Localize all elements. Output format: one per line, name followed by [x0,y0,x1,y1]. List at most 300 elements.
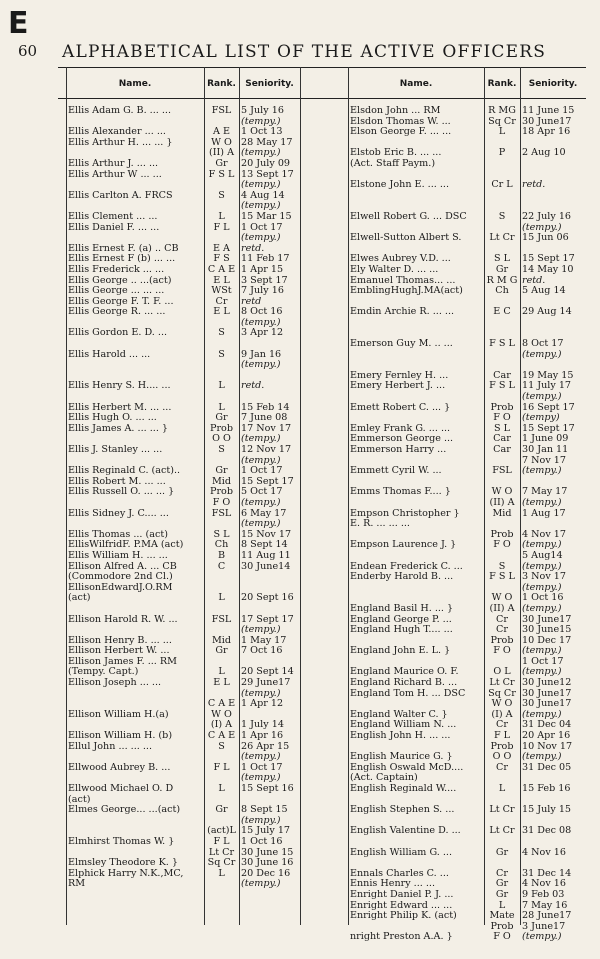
officer-seniority: 8 Sept 14 [241,539,288,551]
officer-name: Ellis Arthur H. ... ... } [68,136,173,148]
officer-name: Ellis Thomas ... (act) [68,528,168,540]
officer-seniority: (tempy.) [241,496,281,508]
officer-rank: FSL [492,465,512,477]
officer-seniority: 29 June17 [241,677,291,689]
officer-seniority: 4 Nov 16 [522,846,567,858]
officer-seniority: 7 Oct 16 [241,645,283,657]
officer-seniority: (tempy.) [522,496,562,508]
officer-name: England William N. ... [350,719,457,731]
officer-seniority: 1 Oct 17 [241,221,283,233]
officer-rank: F S L [208,168,235,180]
officer-name: English Oswald McD.... [350,761,464,773]
officer-name: (Commodore 2nd Cl.) [68,571,173,583]
section-letter: E [8,6,29,41]
officer-seniority: 15 Mar 15 [241,210,292,222]
officer-name: Ellis Gordon E. D. ... [68,327,168,339]
officer-row [350,159,586,170]
officer-name: Ellis George R. ... ... [68,306,166,318]
officer-name: English Reginald W.... [350,783,457,794]
officer-name: RM [68,878,86,890]
officer-row [68,445,300,456]
header-rule [58,98,586,99]
page-title: ALPHABETICAL LIST OF THE ACTIVE OFFICERS [62,42,547,62]
officer-seniority: 13 Sept 17 [241,168,294,180]
officer-seniority: 31 Dec 05 [522,761,572,773]
officer-rank: F O [493,539,511,551]
officer-name: Emms Thomas F.... } [350,486,451,498]
officer-seniority: 17 Nov 17 [241,422,292,434]
officer-rank: Gr [495,888,509,900]
officer-name: Elson George F. ... ... [350,126,452,138]
column-divider [300,67,301,925]
officer-rank: Lt Cr [489,677,515,689]
officer-row [350,890,586,901]
officer-rank: W O [211,708,232,720]
officer-rank: R M G [486,274,518,286]
officer-name: Emmerson George ... [350,433,454,445]
officer-seniority: 1 Aug 17 [522,507,566,519]
officer-rank: Cr [215,295,228,307]
officer-row [68,328,300,339]
officer-seniority: 1 Oct 17 [241,465,283,477]
officer-seniority: 5 Oct 17 [241,486,283,498]
officer-row [68,159,300,170]
officer-seniority: 28 May 17 [241,136,293,148]
officer-name: Emanuel Thomas... ... [350,274,456,286]
officer-seniority: 4 Nov 17 [522,528,567,540]
officer-rank: Cr [496,761,508,773]
officer-row [350,191,586,202]
officer-rank: S [218,327,225,339]
officer-rank: E L [213,306,230,318]
officer-rank: S [218,444,225,455]
officer-name: Elstob Eric B. ... ... [350,147,442,159]
officer-seniority: 30 June17 [522,115,572,127]
officer-name: Ellis James A. ... ... } [68,422,169,434]
officer-seniority: 15 Sept 17 [522,422,575,434]
officer-rank: Gr [215,645,228,657]
officer-row [68,498,300,509]
column-divider [348,67,349,925]
officer-name: Ellis Alexander ... ... [68,126,166,138]
officer-seniority: 30 June17 [522,613,572,625]
officer-seniority: (tempy.) [522,465,562,477]
officer-seniority: retd. [522,274,546,286]
officer-name: nright Preston A.A. } [350,931,453,943]
officer-name: Ellis Ernest F (b) ... ... [68,253,176,265]
officer-seniority: (tempy.) [241,687,281,699]
officer-row [68,381,300,392]
officer-name: Ellison James F. ... RM [68,655,177,667]
officer-seniority: 7 May 17 [522,486,568,498]
officer-seniority: 6 May 17 [241,507,287,519]
officer-rank: (II) A [208,147,235,159]
officer-name: Enderby Harold B. ... [350,571,454,583]
officer-rank: F S L [489,380,515,392]
officer-rank: L [218,210,225,222]
officer-rank: Prob [210,422,233,434]
officer-name: Elmhirst Thomas W. } [68,835,175,847]
officer-name: Ellis George .. ...(act) [68,274,172,286]
officer-rank: A E [213,126,230,138]
officer-seniority: 1 July 14 [241,719,284,731]
officer-rank: O O [212,433,231,445]
officer-rank: Sq Cr [207,857,236,869]
column-divider [66,67,67,925]
officer-name: Elwes Aubrey V.D. ... [350,253,451,265]
officer-rank: Prob [490,528,514,540]
officer-seniority: 1 Oct 16 [241,835,283,847]
officer-name: Emmerson Harry ... [350,444,447,455]
officer-row [68,360,300,371]
officer-name: Elmsley Theodore K. } [68,857,178,869]
officer-row [350,106,586,117]
officer-rank: Mid [492,507,512,519]
officer-seniority: 30 June14 [241,560,291,572]
officer-rank: W O [491,486,513,498]
officer-rank: FSL [211,507,232,519]
officer-seniority: (tempy.) [241,878,281,890]
officer-rank: WSt [211,285,232,297]
officer-rank: Prob [490,920,514,932]
officer-rank: O L [493,666,511,678]
officer-rank: F L [213,835,230,847]
officer-name: Emley Frank G. ... ... [350,422,451,434]
officer-seniority: 7 June 08 [241,412,288,424]
top-rule [58,67,586,68]
officer-seniority: retd. [241,380,265,392]
officer-seniority: (tempy.) [522,666,562,678]
officer-name: Emdin Archie R. ... ... [350,306,455,318]
officer-seniority: (tempy.) [522,560,562,572]
officer-seniority: 1 Oct 16 [522,592,564,604]
officer-rank: S [218,740,225,752]
officer-name: English John H. ... ... [350,730,451,742]
officer-rank: Lt Cr [489,825,515,837]
officer-row [350,932,586,943]
officer-name: Ellison Herbert W. ... [68,645,170,657]
officer-row [350,466,586,477]
officer-row [68,551,300,562]
officer-name: English Valentine D. ... [350,825,461,837]
officer-name: England Basil H. ... } [350,602,454,614]
officer-name: Ellis Carlton A. FRCS [68,189,173,201]
officer-seniority: 15 July 15 [522,804,572,816]
officer-rank: C A E [207,698,236,710]
officer-name: Enright Philip K. (act) [350,910,457,922]
officer-rank: L [498,126,506,138]
officer-seniority: 26 Apr 15 [241,740,290,752]
officer-name: EllisonEdwardJ.O.RM [68,581,173,593]
officer-seniority: 1 Apr 15 [241,263,284,275]
officer-seniority: 5 July 16 [241,105,284,116]
officer-name: EllisWilfridF. P.MA (act) [68,539,184,551]
officer-name: Enright Daniel P. J. ... [350,888,454,900]
officer-name: Ellis Ernest F. (a) .. CB [68,242,179,254]
officer-rank: L [218,666,225,678]
right-seniority-header: Seniority. [528,79,578,89]
officer-seniority: 28 June17 [522,910,572,922]
officer-rank: Prob [210,486,233,498]
officer-seniority: 10 Nov 17 [522,740,573,752]
officer-seniority: 15 Sept 16 [241,783,294,794]
officer-seniority: (tempy.) [241,115,281,127]
officer-seniority: 1 Apr 12 [241,698,284,710]
officer-seniority: 30 June17 [522,698,572,710]
officer-rank: (I) A [491,708,513,720]
officer-seniority: (tempy.) [241,518,281,530]
officer-name: Ellison Harold R. W. ... [68,613,178,625]
officer-seniority: (tempy.) [522,931,562,943]
officer-name: English William G. ... [350,846,453,858]
officer-rank: Car [493,369,511,381]
officer-rank: E L [213,677,230,689]
officer-rank: S [218,189,225,201]
officer-seniority: 15 Feb 16 [522,783,571,794]
officer-rank: F L [213,221,230,233]
officer-rank: Car [493,444,511,455]
officer-name: England John E. L. } [350,645,451,657]
officer-row [350,604,586,615]
officer-row [350,318,586,329]
officer-rank: Ch [495,285,509,297]
officer-seniority: 11 July 17 [522,380,572,392]
officer-row [350,805,586,816]
officer-seniority: (tempy.) [522,602,562,614]
officer-rank: F O [493,645,511,657]
officer-seniority: 7 July 16 [241,285,284,297]
officer-rank: Car [493,433,511,445]
officer-name: Emery Fernley H. ... [350,369,449,381]
officer-name: England Hugh T.... ... [350,624,453,636]
officer-name: Empson Christopher } [350,507,460,519]
officer-seniority: 20 July 09 [241,157,291,169]
officer-rank: Gr [215,157,228,169]
officer-seniority: (tempy.) [241,179,281,191]
officer-seniority: 1 Oct 17 [241,761,283,773]
officer-seniority: 4 Aug 14 [241,189,285,201]
officer-row [350,265,586,276]
officer-rank: Sq Cr [488,115,516,127]
officer-rank: C [217,560,226,572]
officer-rank: Cr [496,624,508,636]
officer-seniority: 8 Oct 16 [241,306,283,318]
officer-rank: F S L [489,338,515,350]
officer-row [68,593,300,604]
officer-row [350,445,586,456]
officer-seniority: 10 Dec 17 [522,634,572,646]
officer-seniority: 9 Feb 03 [522,888,565,900]
officer-name: (act) [68,793,91,805]
officer-name: Ellis Hugh O. ... ... [68,412,157,424]
officer-seniority: 5 Aug14 [522,549,563,561]
officer-name: Elsdon John ... RM [350,105,441,116]
officer-name: Ely Walter D. ... ... [350,263,439,275]
officer-name: Elstone John E. ... ... [350,179,450,191]
officer-rank: Gr [215,412,228,424]
officer-rank: S [218,348,225,360]
officer-rank: L [498,783,506,794]
officer-name: Ellis William H. ... ... [68,549,168,561]
officer-rank: Mid [211,634,232,646]
officer-seniority: 1 Oct 13 [241,126,283,138]
officer-row [350,350,586,361]
officer-seniority: (tempy.) [241,814,281,826]
officer-name: Elmes George... ...(act) [68,804,181,816]
officer-seniority: (tempy.) [241,772,281,784]
officer-seniority: (tempy.) [241,232,281,244]
officer-name: Ellison Henry B. ... ... [68,634,172,646]
officer-name: England Walter C. } [350,708,448,720]
officer-seniority: 7 Nov 17 [522,454,567,466]
officer-seniority: 31 Dec 08 [522,825,572,837]
officer-seniority: 1 Apr 16 [241,730,284,742]
officer-rank: F S [213,253,230,265]
officer-name: Ellison Alfred A. ... CB [68,560,177,572]
officer-row [350,826,586,837]
officer-rank: Prob [490,740,514,752]
officer-seniority: retd [241,295,262,307]
officer-name: England Tom H. ... DSC [350,687,466,699]
officer-seniority: (tempy.) [522,221,562,233]
officer-row [350,551,586,562]
officer-name: Emett Robert C. ... } [350,401,451,413]
officer-rank: E A [213,242,230,254]
officer-seniority: 16 Sept 17 [522,401,575,413]
officer-seniority: 18 Apr 16 [522,126,571,138]
officer-seniority: 3 Nov 17 [522,571,567,583]
officer-seniority: 1 Oct 17 [522,655,564,667]
officer-row [68,106,300,117]
officer-row [350,127,586,138]
officer-seniority: 15 July 17 [241,825,291,837]
officer-name: (act) [68,592,91,604]
officer-rank: (II) A [489,496,515,508]
officer-seniority: 20 Apr 16 [522,730,571,742]
officer-rank: Gr [495,846,509,858]
officer-name: Elsdon Thomas W. ... [350,115,451,127]
officer-seniority: 15 Jun 06 [522,232,569,244]
officer-seniority: 20 Dec 16 [241,867,291,879]
officer-seniority: 2 Aug 10 [522,147,566,159]
officer-rank: W O [491,698,513,710]
officer-name: Ellul John ... ... ... [68,740,153,752]
officer-name: Empson Laurence J. } [350,539,457,551]
officer-rank: L [218,401,225,413]
officer-row [350,180,586,191]
officer-rank: R MG [488,105,516,116]
officer-row [68,879,300,890]
officer-rank: F O [493,412,511,424]
officer-rank: C A E [207,263,236,275]
left-rank-header: Rank. [207,79,236,89]
officer-seniority: 3 June17 [522,920,566,932]
officer-seniority: 11 Aug 11 [241,549,291,561]
officer-name: Emerson Guy M. .. ... [350,338,453,350]
officer-seniority: (tempy.) [522,581,562,593]
officer-name: Ellis Reginald C. (act).. [68,465,181,477]
officer-name: Ellwood Aubrey B. ... [68,761,171,773]
officer-seniority: 30 June 15 [241,846,294,858]
officer-seniority: 1 May 17 [241,634,287,646]
officer-rank: Gr [215,804,228,816]
officer-name: Ellis George ... ... ... [68,285,165,297]
officer-seniority: (tempy.) [241,147,281,159]
officer-seniority: (tempy) [522,412,560,424]
page-number: 60 [18,42,38,60]
officer-rank: Cr [496,719,508,731]
officer-seniority: 15 Sept 17 [522,253,575,265]
officer-name: (Act. Staff Paym.) [350,157,436,169]
officer-seniority: (tempy.) [522,391,562,403]
officer-seniority: (tempy.) [522,708,562,720]
officer-rank: S L [213,528,230,540]
officer-rank: S [498,210,506,222]
officer-name: Ellis Arthur W ... ... [68,168,162,180]
officer-rank: S L [494,422,510,434]
officer-seniority: 8 Sept 15 [241,804,288,816]
officer-rank: Prob [490,634,514,646]
officer-rank: Prob [490,401,514,413]
officer-rank: F O [493,931,511,943]
officer-seniority: 31 Dec 04 [522,719,572,731]
officer-name: E. R. ... ... ... [350,518,410,530]
officer-rank: Cr [496,613,508,625]
officer-seniority: 30 June12 [522,677,572,689]
officer-name: (Act. Captain) [350,772,418,784]
officer-rank: W O [211,136,232,148]
officer-rank: S [498,560,506,572]
right-name-header: Name. [399,79,433,89]
officer-rank: B [217,549,226,561]
officer-rank: L [218,783,225,794]
officer-name: England George P. ... [350,613,452,625]
officer-name: Ennis Henry ... ... [350,878,436,890]
officer-seniority: 30 June15 [522,624,572,636]
officer-name: Enright Edward ... ... [350,899,453,911]
officer-seniority: 12 Nov 17 [241,444,292,455]
officer-name: Ellis J. Stanley ... ... [68,444,163,455]
officer-seniority: 1 June 09 [522,433,569,445]
officer-seniority: 30 Jan 11 [522,444,569,455]
officer-name: England Maurice O. F. [350,666,459,678]
officer-rank: P [498,147,506,159]
officer-seniority: (tempy.) [241,200,281,212]
officer-rank: Gr [495,878,509,890]
officer-rank: E L [213,274,230,286]
left-seniority-header: Seniority. [245,79,294,89]
officer-name: Ellis Frederick ... ... [68,263,165,275]
officer-seniority: (tempy.) [241,751,281,763]
officer-rank: C A E [207,730,236,742]
officer-seniority: (tempy.) [522,539,562,551]
officer-rank: Cr [496,867,508,879]
officer-row [350,837,586,848]
officer-name: (Tempy. Capt.) [68,666,139,678]
officer-rank: Lt Cr [489,232,515,244]
officer-name: Ellison William H.(a) [68,708,169,720]
officer-seniority: 15 Nov 17 [241,528,292,540]
officer-rank: O O [492,751,512,763]
officer-rank: (II) A [489,602,515,614]
officer-name: Ellis Clement ... ... [68,210,158,222]
officer-row [68,212,300,223]
officer-rank: E C [493,306,511,318]
officer-seniority: 19 May 15 [522,369,574,381]
officer-seniority: 11 June 15 [522,105,575,116]
officer-seniority: (tempy.) [241,433,281,445]
officer-rank: (act)L [207,825,236,837]
